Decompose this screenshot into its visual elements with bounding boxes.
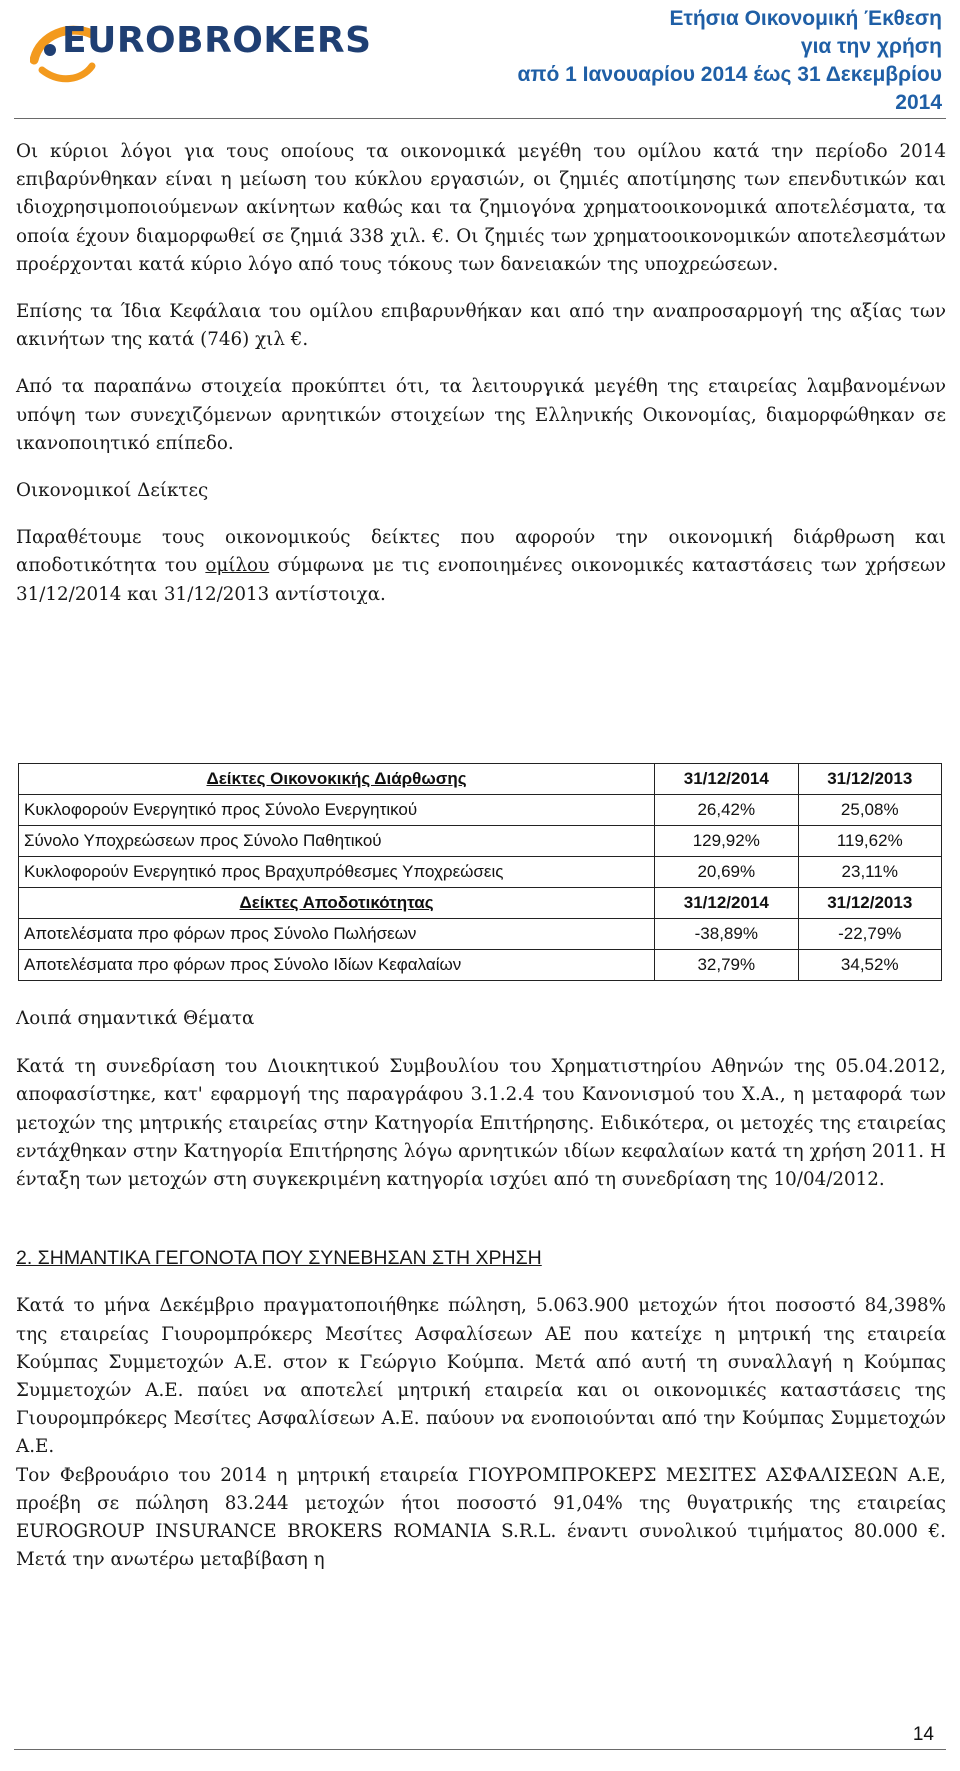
ratio-label-cell: Κυκλοφορούν Ενεργητικό προς Βραχυπρόθεσμες Υποχρεώσεις — [19, 857, 655, 888]
logo-wordmark: EUROBROKERS — [62, 20, 372, 61]
paragraph-surveillance: Κατά τη συνεδρίαση του Διοικητικού Συμβουλίου του Χρηματιστηρίου Αθηνών της 05.04.2012, αποφασίστηκε, κατ' εφαρμογή της παραγράφου 3.1.2.4 του Κανονισμού του Χ.Α., η μεταφορά των μετοχών της μητρικής εταιρείας στην Κατηγορία Επιτήρησης. Ειδικότερα, οι μετοχές της εταιρείας εντάχθηκαν στην Κατηγορία Επιτήρησης λόγω αρνητικών ιδίων κεφαλαίων κατά τη χρήση 2011. Η ένταξη των μετοχών στη συγκεκριμένη κατηγορία ισχύει από τη συνεδρίαση της 10/04/2012. — [16, 1056, 946, 1191]
value-2013-cell: 23,11% — [798, 857, 941, 888]
heading-other-matters: Λοιπά σημαντικά Θέματα — [16, 1008, 255, 1029]
underlined-word: ομίλου — [205, 555, 270, 577]
ratio-label-cell: Σύνολο Υποχρεώσεων προς Σύνολο Παθητικού — [19, 826, 655, 857]
paragraph-romania-sale: Τον Φεβρουάριο του 2014 η μητρική εταιρεία ΓΙΟΥΡΟΜΠΡΟΚΕΡΣ ΜΕΣΙΤΕΣ ΑΣΦΑΛΙΣΕΩΝ Α.Ε, προέβη σε πώληση 83.244 μετοχών ήτοι ποσοστό 91,04% της θυγατρικής της εταιρείας EUROGROUP INSURANCE BROKERS ROMANIA S.R.L. έναντι συνολικού τιμήματος 80.000 €. Μετά την ανωτέρω μεταβίβαση η — [16, 1464, 946, 1571]
table-row — [19, 826, 942, 857]
value-2013-cell: 31/12/2013 — [798, 888, 941, 919]
page-header — [0, 0, 960, 116]
value-2014-cell: 129,92% — [655, 826, 798, 857]
ratio-label-cell: Κυκλοφορούν Ενεργητικό προς Σύνολο Ενεργητικού — [19, 795, 655, 826]
value-2013-cell: 119,62% — [798, 826, 941, 857]
footer-divider — [14, 1749, 946, 1750]
financial-ratios-table — [18, 763, 942, 981]
section-heading-significant-events: 2. ΣΗΜΑΝΤΙΚΑ ΓΕΓΟΝΟΤΑ ΠΟΥ ΣΥΝΕΒΗΣΑΝ ΣΤΗ ΧΡΗΣΗ — [16, 1247, 542, 1270]
value-2013-cell: -22,79% — [798, 919, 941, 950]
value-2013-cell: 34,52% — [798, 950, 941, 981]
table-row — [19, 919, 942, 950]
report-title-line-2: για την χρήση — [800, 35, 942, 58]
value-2014-cell: -38,89% — [655, 919, 798, 950]
main-text — [16, 138, 946, 609]
heading-financial-ratios: Οικονομικοί Δείκτες — [16, 480, 209, 502]
page-number: 14 — [912, 1724, 934, 1745]
report-title — [518, 5, 942, 117]
table-row — [19, 795, 942, 826]
paragraph-equity: Επίσης τα Ίδια Κεφάλαια του ομίλου επιβαρυνθήκαν και από την αναπροσαρμογή της αξίας των ακινήτων της κατά (746) χιλ €. — [16, 301, 946, 351]
value-2014-cell: 32,79% — [655, 950, 798, 981]
report-title-line-4: 2014 — [895, 91, 942, 114]
report-title-line-1: Ετήσια Οικονομική Έκθεση — [669, 7, 942, 30]
paragraph-operations: Από τα παραπάνω στοιχεία προκύπτει ότι, τα λειτουργικά μεγέθη της εταιρείας λαμβανομένων υπόψη των συνεχιζόμενων αρνητικών στοιχείων της Ελληνικής Οικονομίας, διαμορφώθηκαν σε ικανοποιητικό επίπεδο. — [16, 376, 946, 454]
main-text-continued — [16, 1005, 946, 1574]
table-row — [19, 857, 942, 888]
value-2014-cell: 20,69% — [655, 857, 798, 888]
header-divider — [14, 118, 946, 119]
ratio-label-cell: Δείκτες Οικονοκικής Διάρθωσης — [19, 764, 655, 795]
value-2014-cell: 31/12/2014 — [655, 764, 798, 795]
value-2014-cell: 26,42% — [655, 795, 798, 826]
ratio-label-cell: Αποτελέσματα προ φόρων προς Σύνολο Ιδίων Κεφαλαίων — [19, 950, 655, 981]
value-2014-cell: 31/12/2014 — [655, 888, 798, 919]
report-title-line-3: από 1 Ιανουαρίου 2014 έως 31 Δεκεμβρίου — [517, 63, 942, 86]
value-2013-cell: 31/12/2013 — [798, 764, 941, 795]
paragraph-share-sale: Κατά το μήνα Δεκέμβριο πραγματοποιήθηκε πώληση, 5.063.900 μετοχών ήτοι ποσοστό 84,398% της εταιρείας Γιουρομπρόκερς Μεσίτες Ασφαλίσεων ΑΕ που κατείχε η μητρική της εταιρεία Κούμπας Συμμετοχών Α.Ε. στον κ Γεώργιο Κούμπα. Μετά από αυτή τη συναλλαγή η Κούμπας Συμμετοχών Α.Ε. παύει να αποτελεί μητρική εταιρεία και οι οικονομικές καταστάσεις της Γιουρομπρόκερς Μεσίτες Ασφαλίσεων Α.Ε. παύουν να ενοποιούνται από την Κούμπας Συμμετοχών Α.Ε. — [16, 1295, 946, 1458]
ratio-label-cell: Δείκτες Αποδοτικότητας — [19, 888, 655, 919]
paragraph-losses: Οι κύριοι λόγοι για τους οποίους τα οικονομικά μεγέθη του ομίλου κατά την περίοδο 2014 επιβαρύνθηκαν είναι η μείωση του κύκλου εργασιών, οι ζημιές αποτίμησης των επενδυτικών και ιδιοχρησιμοποιούμενων ακίνητων καθώς και τα ζημιογόνα χρηματοοικονομικά αποτελέσματα, τα οποία έχουν διαμορφωθεί σε ζημιά 338 χιλ. €. Οι ζημιές των χρηματοοικονομικών αποτελεσμάτων προέρχονται κατά κύριο λόγο από τους τόκους των δανειακών της υποχρεώσεων. — [16, 141, 946, 275]
ratio-label-cell: Αποτελέσματα προ φόρων προς Σύνολο Πωλήσεων — [19, 919, 655, 950]
table-header-row — [19, 764, 942, 795]
table-row — [19, 950, 942, 981]
table-header-row — [19, 888, 942, 919]
paragraph-ratios-intro: Παραθέτουμε τους οικονομικούς δείκτες που αφορούν την οικονομική διάρθρωση και αποδοτικότητα του ομίλου σύμφωνα με τις ενοποιημένες οικονομικές καταστάσεις των χρήσεων 31/12/2014 και 31/12/2013 αντίστοιχα. — [16, 527, 946, 605]
value-2013-cell: 25,08% — [798, 795, 941, 826]
